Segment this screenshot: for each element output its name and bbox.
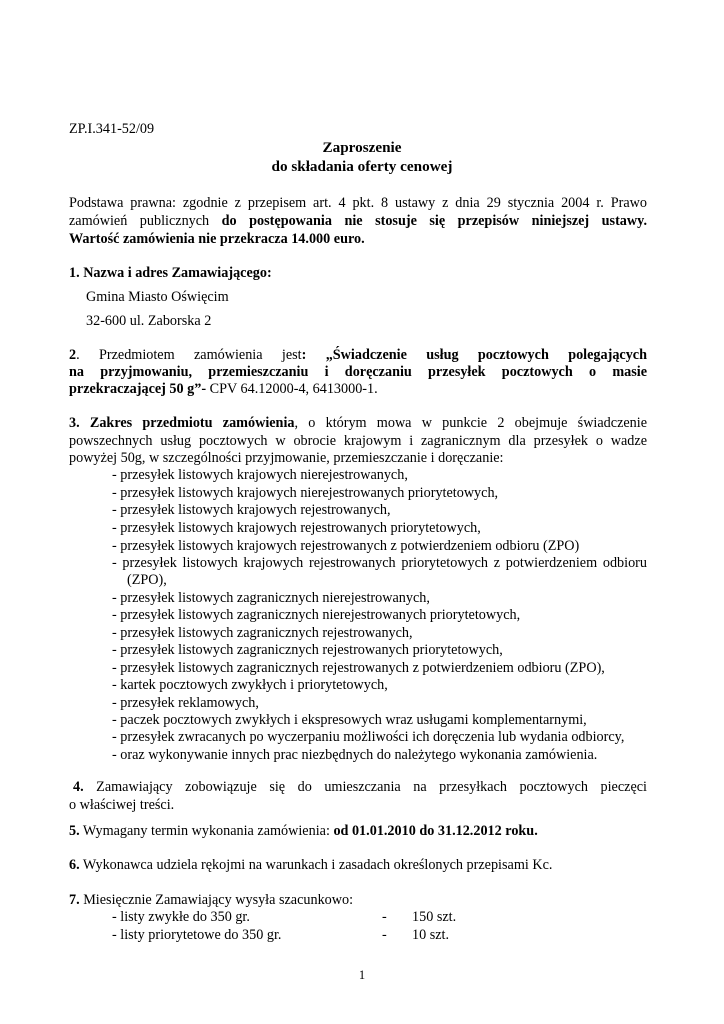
orderer-address: 32-600 ul. Zaborska 2 — [86, 313, 212, 329]
list-item: - przesyłek listowych zagranicznych rejestrowanych, — [112, 625, 413, 641]
list-item: - oraz wykonywanie innych prac niezbędnych do należytego wykonania zamówienia. — [112, 747, 598, 763]
list-item-continuation: (ZPO), — [127, 572, 167, 588]
page-number: 1 — [358, 968, 366, 982]
section-7-text: Miesięcznie Zamawiający wysyła szacunkowo: — [79, 892, 354, 908]
section-5-number: 5. — [69, 823, 80, 839]
section-2-weight: przekraczającej 50 g”- — [69, 381, 210, 397]
legal-basis-line-1: Podstawa prawna: zgodnie z przepisem art. 4 pkt. 8 ustawy z dnia 29 stycznia 2004 r. Prawo — [69, 195, 647, 211]
list-item: - przesyłek listowych krajowych nierejestrowanych priorytetowych, — [112, 485, 499, 501]
reference-number: ZP.I.341-52/09 — [69, 121, 155, 137]
legal-basis-bold: do postępowania nie stosuje się przepisów niniejszej ustawy. — [221, 213, 648, 229]
section-3-line-2: powszechnych usług pocztowych w obrocie krajowym i zagranicznym dla przesyłek o wadze — [69, 433, 647, 449]
section-3-line-3: powyżej 50g, w szczególności przyjmowanie, przemieszczanie i doręczanie: — [69, 450, 504, 466]
section-3-heading: 3. Zakres przedmiotu zamówienia — [69, 415, 295, 431]
section-2-number: 2 — [69, 347, 77, 363]
section-2-subject: : „Świadczenie usług pocztowych polegających — [301, 347, 647, 363]
list-item: - przesyłek listowych zagranicznych nierejestrowanych priorytetowych, — [112, 607, 521, 623]
document-title: Zaproszenie — [322, 139, 402, 156]
list-item: - przesyłek listowych krajowych rejestrowanych priorytetowych z potwierdzeniem odbioru — [112, 555, 647, 571]
quantity-dash: - — [382, 909, 387, 925]
section-2-line-1 — [69, 347, 647, 364]
quantity-row — [0, 909, 724, 927]
section-7 — [69, 892, 353, 909]
list-item: - kartek pocztowych zwykłych i priorytetowych, — [112, 677, 388, 693]
list-item: - przesyłek listowych zagranicznych rejestrowanych z potwierdzeniem odbioru (ZPO), — [112, 660, 605, 676]
list-item: - przesyłek listowych krajowych rejestrowanych priorytetowych, — [112, 520, 481, 536]
section-4-line-1 — [73, 779, 647, 796]
section-3-text: , o którym mowa w punkcie 2 obejmuje świadczenie — [294, 415, 647, 431]
list-item: - przesyłek listowych zagranicznych rejestrowanych priorytetowych, — [112, 642, 503, 658]
orderer-name: Gmina Miasto Oświęcim — [86, 289, 229, 305]
order-value-note: Wartość zamówienia nie przekracza 14.000 euro. — [69, 231, 365, 247]
quantity-row — [0, 927, 724, 945]
section-6 — [69, 857, 552, 874]
section-5 — [69, 823, 538, 840]
contract-dates: od 01.01.2010 do 31.12.2012 roku. — [333, 823, 538, 839]
legal-basis-line-2 — [69, 213, 647, 230]
legal-basis-text: zamówień publicznych — [69, 213, 222, 229]
section-4-text: Zamawiający zobowiązuje się do umieszczania na przesyłkach pocztowych pieczęci — [83, 779, 647, 795]
section-6-text: Wykonawca udziela rękojmi na warunkach i zasadach określonych przepisami Kc. — [79, 857, 553, 873]
section-2-text: . Przedmiotem zamówienia jest — [76, 347, 302, 363]
section-6-number: 6. — [69, 857, 80, 873]
list-item: - przesyłek listowych krajowych nierejestrowanych, — [112, 467, 408, 483]
document-subtitle: do składania oferty cenowej — [271, 158, 453, 175]
quantity-label: - listy zwykłe do 350 gr. — [112, 909, 250, 925]
quantity-label: - listy priorytetowe do 350 gr. — [112, 927, 282, 943]
list-item: - przesyłek reklamowych, — [112, 695, 259, 711]
section-2-line-3 — [69, 381, 647, 398]
section-3-line-1 — [69, 415, 647, 432]
section-5-text: Wymagany termin wykonania zamówienia: — [79, 823, 334, 839]
list-item: - przesyłek listowych krajowych rejestrowanych z potwierdzeniem odbioru (ZPO) — [112, 538, 580, 554]
section-7-number: 7. — [69, 892, 80, 908]
list-item: - paczek pocztowych zwykłych i ekspresowych wraz usługami komplementarnymi, — [112, 712, 587, 728]
list-item: - przesyłek listowych zagranicznych nierejestrowanych, — [112, 590, 430, 606]
quantity-value: 150 szt. — [412, 909, 457, 925]
quantity-value: 10 szt. — [412, 927, 450, 943]
list-item: - przesyłek zwracanych po wyczerpaniu możliwości ich doręczenia lub wydania odbiorcy, — [112, 729, 625, 745]
quantity-dash: - — [382, 927, 387, 943]
section-4-line-2: o właściwej treści. — [69, 797, 175, 813]
list-item: - przesyłek listowych krajowych rejestrowanych, — [112, 502, 391, 518]
section-2-line-2: na przyjmowaniu, przemieszczaniu i doręczaniu przesyłek pocztowych o masie — [69, 364, 647, 380]
section-1-heading: 1. Nazwa i adres Zamawiającego: — [69, 265, 272, 281]
cpv-codes: CPV 64.12000-4, 6413000-1. — [209, 381, 378, 397]
section-4-number: 4. — [73, 779, 84, 795]
